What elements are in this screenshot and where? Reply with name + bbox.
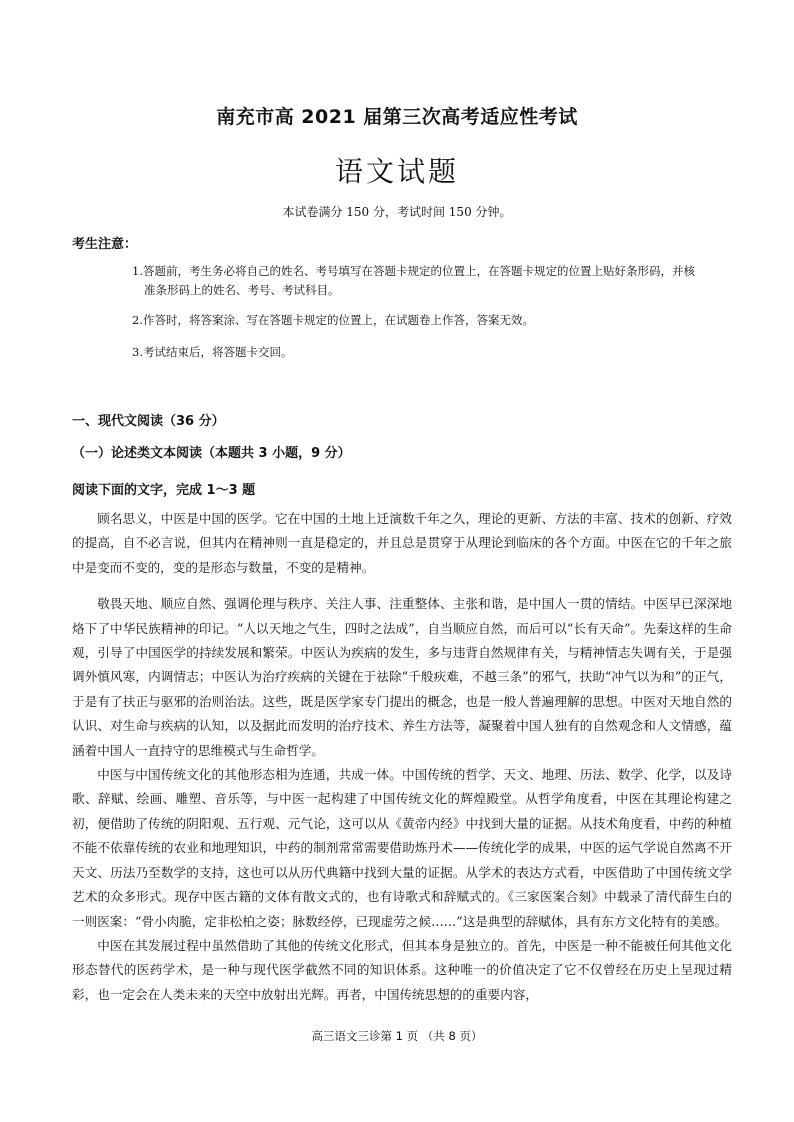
article-paragraph-1: 顾名思义，中医是中国的医学。它在中国的土地上迁演数千年之久，理论的更新、方法的丰富、技术的创新、疗效的提高，自不必言说，但其内在精神则一直是稳定的，并且总是贯穿于从理论到临床的各个方面。中医在它的千年之旅中是变而不变的，变的是形态与数量，不变的是精神。 [72,511,732,575]
article-paragraph-2: 敬畏天地、顺应自然、强调伦理与秩序、关注人事、注重整体、主张和谐，是中国人一贯的情结。中医早已深深地烙下了中华民族精神的印记。“人以天地之气生，四时之法成”，自当顺应自然，而后可以“长有天命”。先秦这样的生命观，引导了中国医学的持续发展和繁荣。中医认为疾病的发生，多与违背自然规律有关，与精神情志失调有关，于是强调外慎风寒，内调情志；中医认为治疗疾病的关键在于祛除“千般疢难，不越三条”的邪气，扶助“冲气以为和”的正气，于是有了扶正与驱邪的治则治法。这些，既是医学家专门提出的概念，也是一般人普遍理解的思想。中医对天地自然的认识、对生命与疾病的认知，以及据此而发明的治疗技术、养生方法等，凝聚着中国人独有的自然观念和人文情感，蕴涵着中国人一直持守的思维模式与生命哲学。 [72,596,732,758]
note-item-2 [132,311,732,330]
section-heading-subsection: （一）论述类文本阅读（本题共 3 小题，9 分） [72,446,351,461]
exam-title: 南充市高 2021 届第三次高考适应性考试 [216,106,578,128]
reading-instruction: 阅读下面的文字，完成 1～3 题 [72,483,256,498]
note-item-2-line1: 2.作答时，将答案涂、写在答题卡规定的位置上，在试题卷上作答，答案无效。 [132,313,534,327]
subject-title: 语文试题 [334,155,459,188]
note-item-1-line1: 1.答题前，考生务必将自己的姓名、考号填写在答题卡规定的位置上，在答题卡规定的位置上贴好条形码，并核 [132,264,695,278]
exam-info: 本试卷满分 150 分，考试时间 150 分钟。 [282,205,512,219]
notes-heading: 考生注意： [72,237,138,252]
note-item-1 [132,262,732,300]
page-footer: 高三语文三诊第 1 页 （共 8 页） [311,1029,483,1043]
article-paragraph-4: 中医在其发展过程中虽然借助了其他的传统文化形式，但其本身是独立的。首先，中医是一种不能被任何其他文化形态替代的医药学术，是一种与现代医学截然不同的知识体系。这种唯一的价值决定了它不仅曾经在历史上呈现过精彩，也一定会在人类未来的天空中放射出光辉。再者，中国传统思想的的重要内容， [72,937,732,1002]
article-body [72,507,732,1007]
note-item-3 [132,343,732,362]
note-item-1-line2: 准条形码上的姓名、考号、考试科目。 [144,283,340,297]
article-paragraph-3: 中医与中国传统文化的其他形态相为连通，共成一体。中国传统的哲学、天文、地理、历法、数学、化学，以及诗歌、辞赋、绘画、雕塑、音乐等，与中医一起构建了中国传统文化的辉煌殿堂。从哲学角度看，中医在其理论构建之初，便借助了传统的阴阳观、五行观、元气论，这可以从《黄帝内经》中找到大量的证据。从技术角度看，中药的种植不能不依靠传统的农业和地理知识，中药的制剂常常需要借助炼丹术——传统化学的成果，中医的运气学说自然离不开天文、历法乃至数学的支持，这也可以从历代典籍中找到大量的证据。从学术的表达方式看，中医借助了中国传统文学艺术的众多形式。现存中医古籍的文体有散文式的，也有诗歌式和辞赋式的。《三家医案合刻》中载录了清代薛生白的一则医案：“骨小肉脆，定非松柏之姿；脉数经停，已现虚劳之候……”这是典型的辞赋体，具有东方文化特有的美感。 [72,767,732,929]
section-heading-part1: 一、现代文阅读（36 分） [72,414,225,429]
note-item-3-line1: 3.考试结束后，将答题卡交回。 [132,345,293,359]
